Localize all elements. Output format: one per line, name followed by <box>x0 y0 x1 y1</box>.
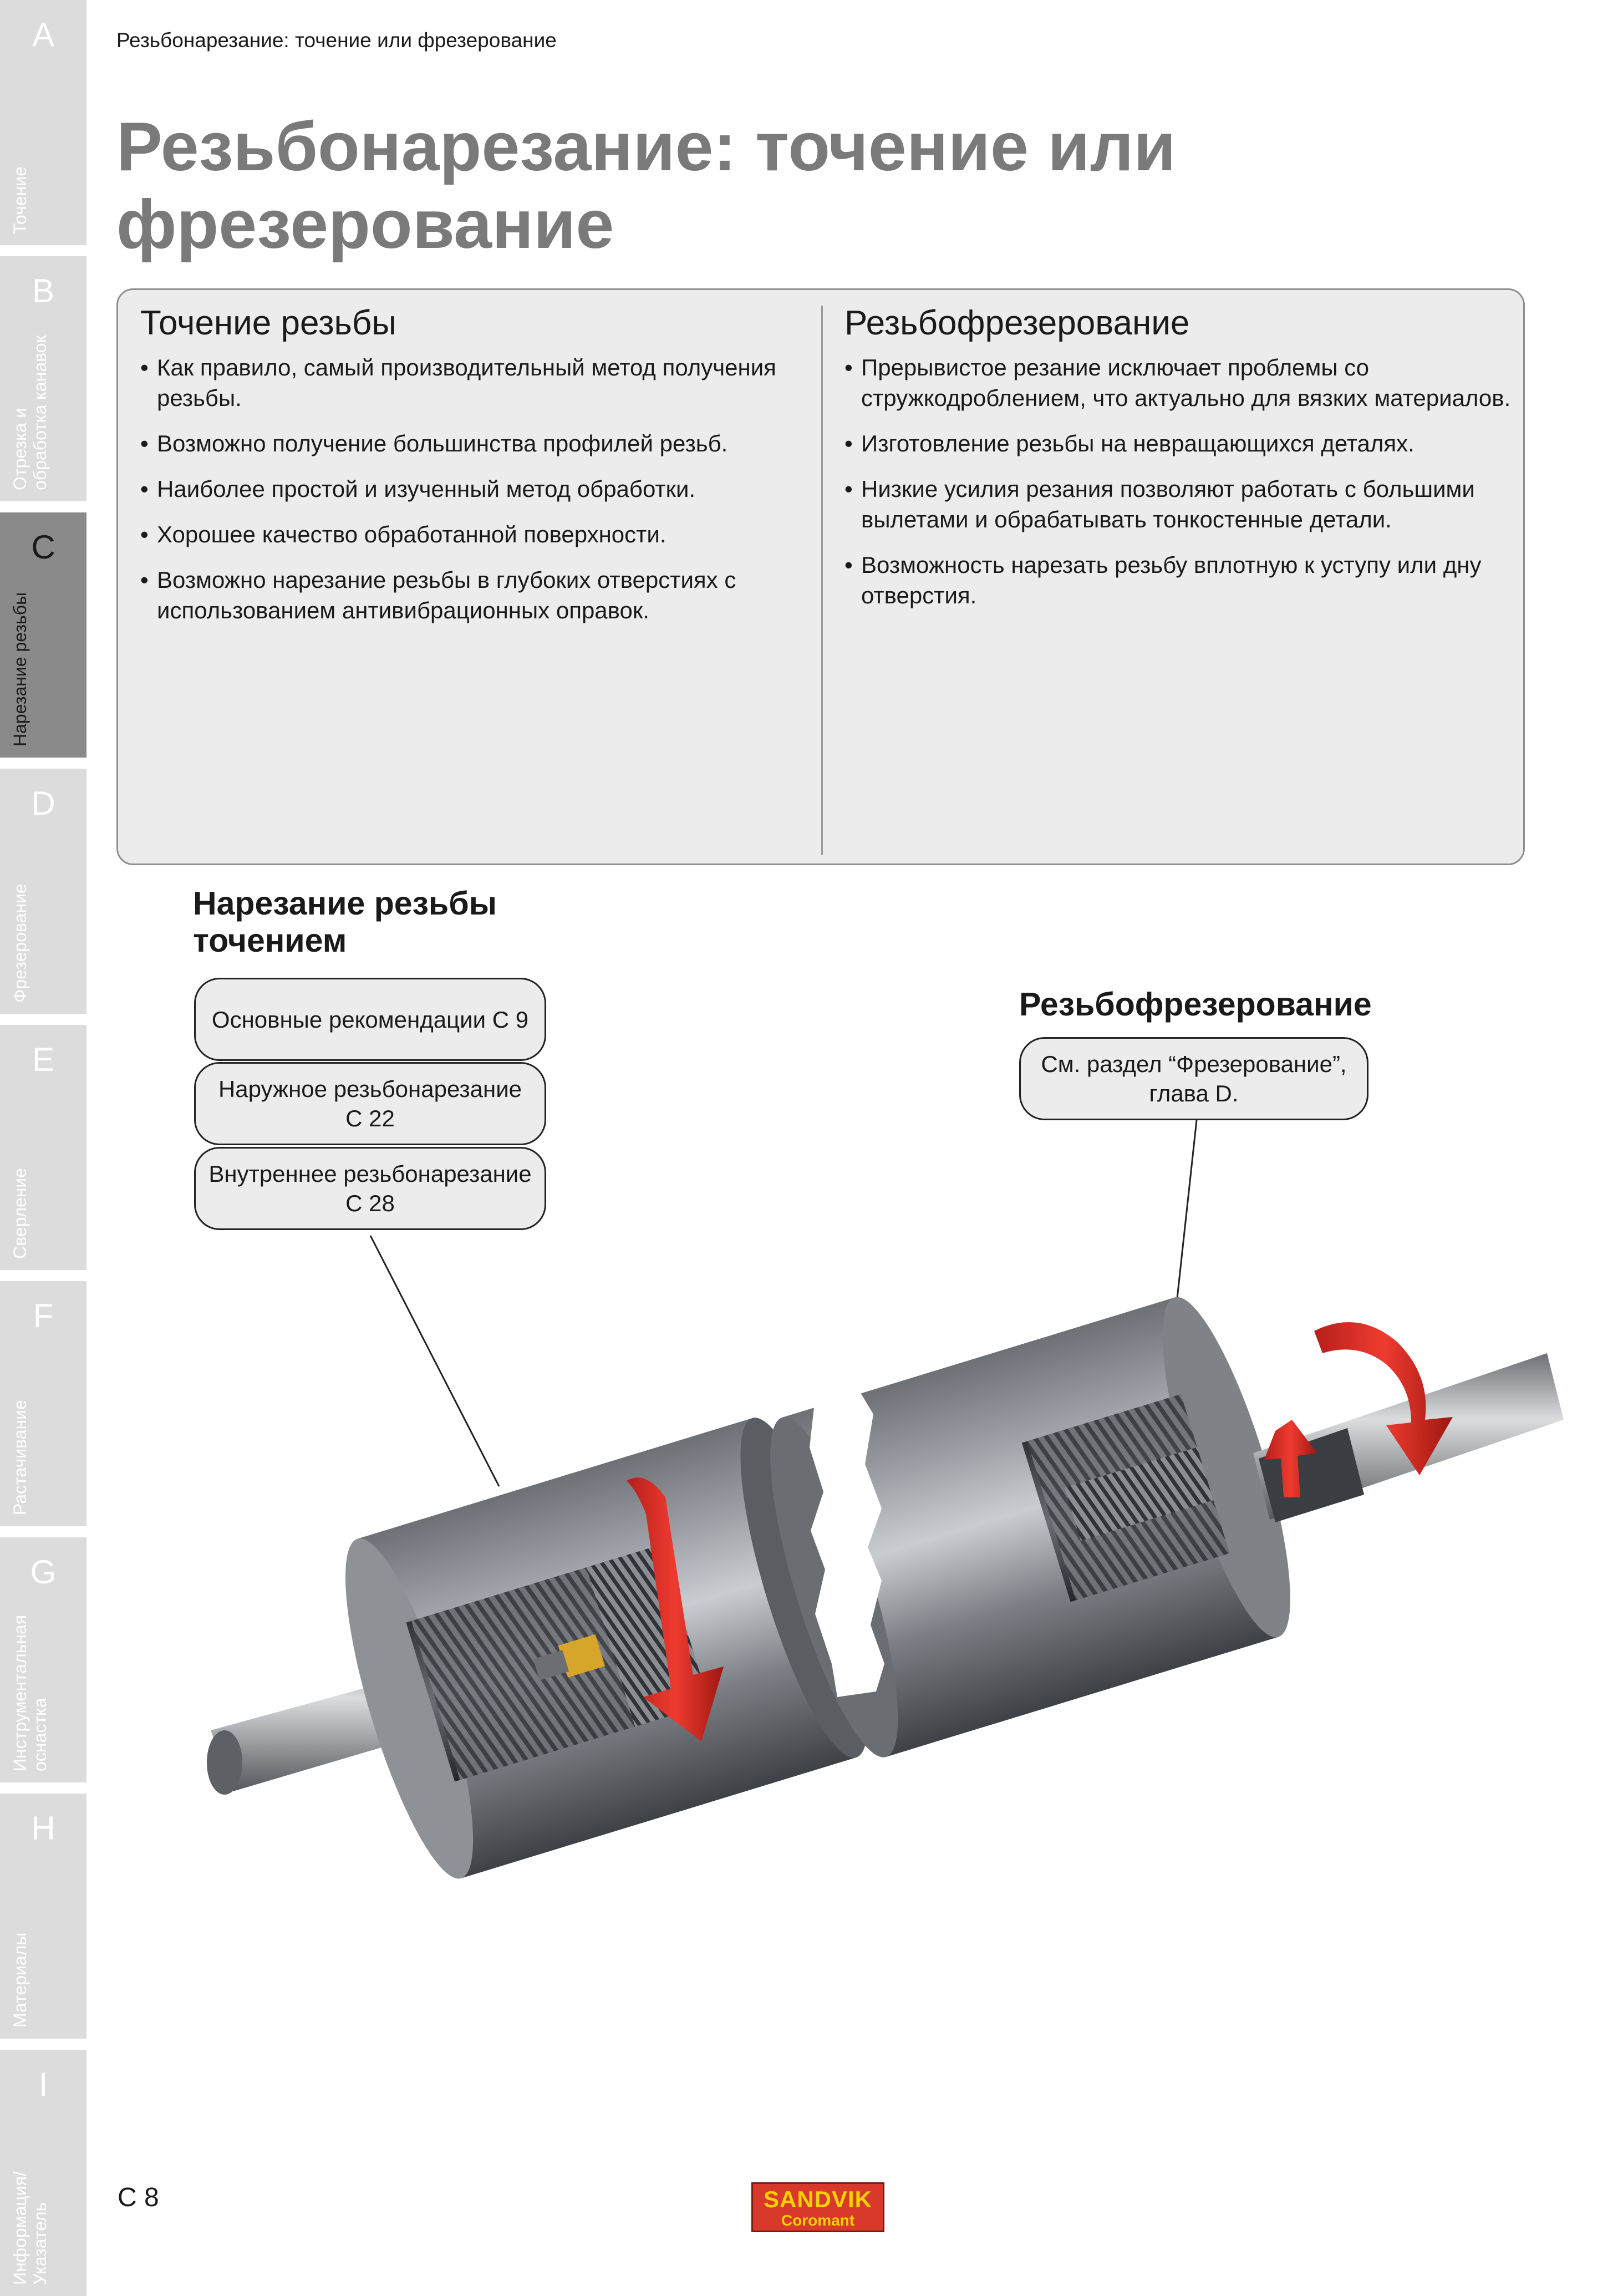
logo-line-2: Coromant <box>781 2212 855 2229</box>
tab-label: Материалы <box>10 1932 30 2028</box>
tab-letter: D <box>31 785 55 822</box>
tab-letter: E <box>32 1041 55 1078</box>
list-item: • Возможность нарезать резьбу вплотную к уступу или дну отверстия. <box>844 550 1515 611</box>
tab-letter: A <box>32 16 55 53</box>
tab-letter: H <box>31 1810 55 1847</box>
milling-diagram-title: Резьбофрезерование <box>1019 986 1372 1023</box>
list-item: • Хорошее качество обработанной поверхности. <box>140 519 811 550</box>
tab-label: Отрезка и обработка канавок <box>10 335 50 490</box>
logo-line-1: SANDVIK <box>763 2186 873 2212</box>
ref-external-threading[interactable] <box>194 1062 546 1145</box>
turning-diagram-title <box>193 885 581 959</box>
tab-label: Растачивание <box>10 1400 30 1515</box>
turning-heading: Точение резьбы <box>140 304 396 342</box>
tab-letter: C <box>31 529 55 566</box>
list-item: • Возможно получение большинства профилей резьб. <box>140 428 811 459</box>
ref-page: С 22 <box>345 1105 395 1131</box>
page-title-line-1: Резьбонарезание: точение или <box>116 109 1176 185</box>
list-item: • Изготовление резьбы на невращающихся деталях. <box>844 428 1515 459</box>
tab-label: Точение <box>10 166 30 234</box>
tab-label: Фрезерование <box>10 883 30 1003</box>
ref-text: глава D. <box>1149 1080 1239 1106</box>
ref-milling-chapter[interactable] <box>1019 1037 1368 1120</box>
ref-basic-recommendations[interactable] <box>194 978 546 1061</box>
list-item: • Прерывистое резание исключает проблемы со стружкодроблением, что актуально для вязких материалов. <box>844 352 1515 413</box>
list-item: • Возможно нарезание резьбы в глубоких отверстиях с использованием антивибрационных оправок. <box>140 565 811 626</box>
ref-text: Наружное резьбонарезание <box>218 1076 522 1102</box>
sandvik-logo <box>751 2182 884 2232</box>
ref-text: Основные рекомендации С 9 <box>211 1006 529 1033</box>
page-number: С 8 <box>118 2183 159 2212</box>
list-item: • Как правило, самый производительный метод получения резьбы. <box>140 352 811 413</box>
tab-letter: F <box>33 1297 54 1334</box>
turning-diagram-title-line-2: точением <box>193 922 347 959</box>
ref-text: Внутреннее резьбонарезание <box>208 1161 532 1187</box>
tab-label: Сверление <box>10 1167 30 1259</box>
running-header: Резьбонарезание: точение или фрезерование <box>116 29 557 52</box>
list-item: • Наиболее простой и изученный метод обработки. <box>140 474 811 504</box>
tab-label: Информация/ Указатель <box>10 2171 50 2285</box>
turning-diagram-title-line-1: Нарезание резьбы <box>193 885 497 922</box>
tab-letter: G <box>30 1553 57 1591</box>
tab-letter: I <box>38 2066 48 2103</box>
tab-letter: B <box>32 272 55 309</box>
ref-internal-threading[interactable] <box>194 1147 546 1230</box>
page-title-line-2: фрезерование <box>116 186 614 263</box>
list-item: • Низкие усилия резания позволяют работать с большими вылетами и обрабатывать тонкостенные детали. <box>844 474 1515 535</box>
ref-text: См. раздел “Фрезерование”, <box>1041 1051 1347 1077</box>
tab-label: Инструментальная оснастка <box>10 1614 50 1771</box>
ref-page: С 28 <box>345 1190 395 1216</box>
milling-heading: Резьбофрезерование <box>844 304 1190 342</box>
tab-label: Нарезание резьбы <box>10 592 30 746</box>
